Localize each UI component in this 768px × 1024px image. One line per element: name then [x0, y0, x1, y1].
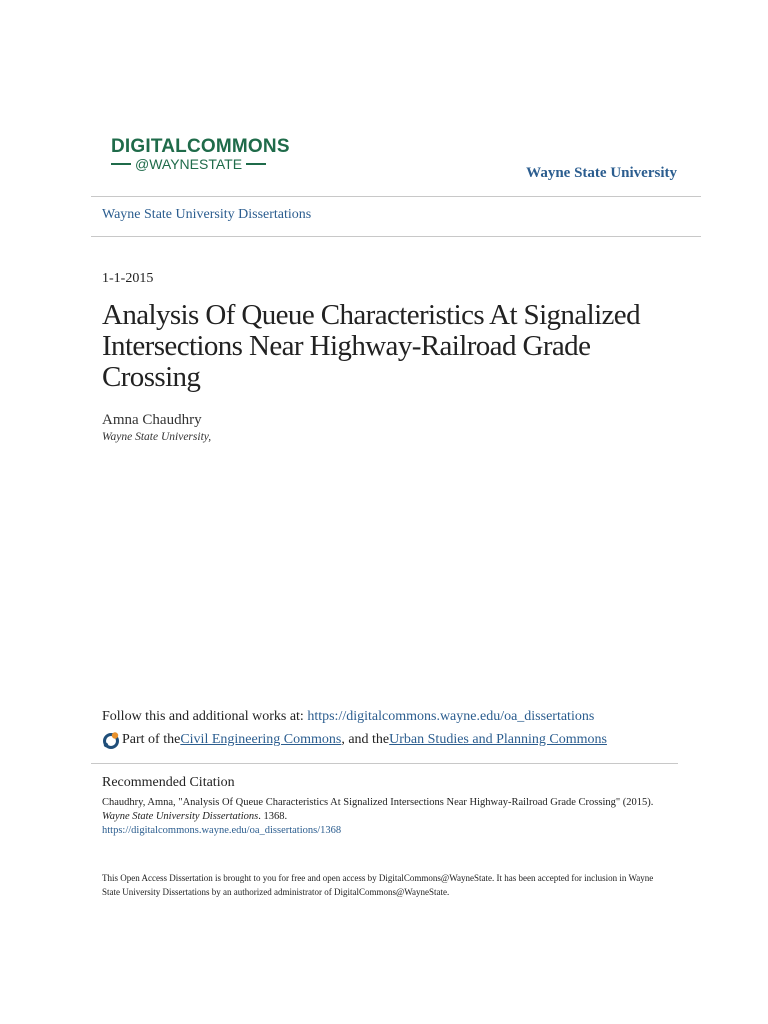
- university-link[interactable]: Wayne State University: [526, 165, 677, 181]
- part-of-prefix: Part of the: [122, 732, 181, 747]
- citation-url-link[interactable]: https://digitalcommons.wayne.edu/oa_dissertations/1368: [102, 825, 342, 836]
- breadcrumb-divider: [91, 236, 701, 237]
- citation-number: . 1368.: [258, 811, 288, 822]
- recommended-citation-heading: Recommended Citation: [102, 775, 235, 790]
- document-title: Analysis Of Queue Characteristics At Signalized Intersections Near Highway-Railroad Grade Crossing: [102, 299, 640, 393]
- follow-line: [102, 709, 594, 725]
- follow-label: Follow this and additional works at:: [102, 709, 308, 724]
- logo-dash-left: [111, 163, 131, 165]
- citation-block: [102, 796, 682, 838]
- logo-dash-right: [246, 163, 266, 165]
- digitalcommons-logo-subtitle: [111, 156, 266, 172]
- open-access-notice: This Open Access Dissertation is brought to you for free and open access by DigitalCommons@WayneState. It has been accepted for inclusion in Wayne State University Dissertations by an authorized administrator of DigitalCommons@WayneState.: [102, 873, 654, 897]
- breadcrumb-link[interactable]: Wayne State University Dissertations: [102, 207, 312, 222]
- publication-date: 1-1-2015: [102, 271, 154, 286]
- author-affiliation: Wayne State University,: [102, 431, 212, 443]
- logo-subtitle-text: @WAYNESTATE: [135, 156, 243, 172]
- commons-network-icon: [102, 731, 120, 749]
- header-divider: [91, 196, 701, 197]
- citation-series: Wayne State University Dissertations: [102, 811, 259, 822]
- author-name: Amna Chaudhry: [102, 412, 202, 428]
- citation-text: Chaudhry, Amna, "Analysis Of Queue Characteristics At Signalized Intersections Near Highway-Railroad Grade Crossing" (2015).: [102, 797, 654, 808]
- dissertations-url-link[interactable]: https://digitalcommons.wayne.edu/oa_dissertations: [307, 709, 595, 724]
- urban-studies-commons-link[interactable]: Urban Studies and Planning Commons: [389, 732, 607, 747]
- digitalcommons-logo-title: DIGITALCOMMONS: [111, 136, 290, 157]
- citation-divider: [91, 763, 678, 764]
- part-of-line: [102, 731, 607, 749]
- part-of-middle: , and the: [341, 732, 390, 747]
- citation-series-line: [102, 810, 682, 824]
- civil-engineering-commons-link[interactable]: Civil Engineering Commons: [180, 732, 342, 747]
